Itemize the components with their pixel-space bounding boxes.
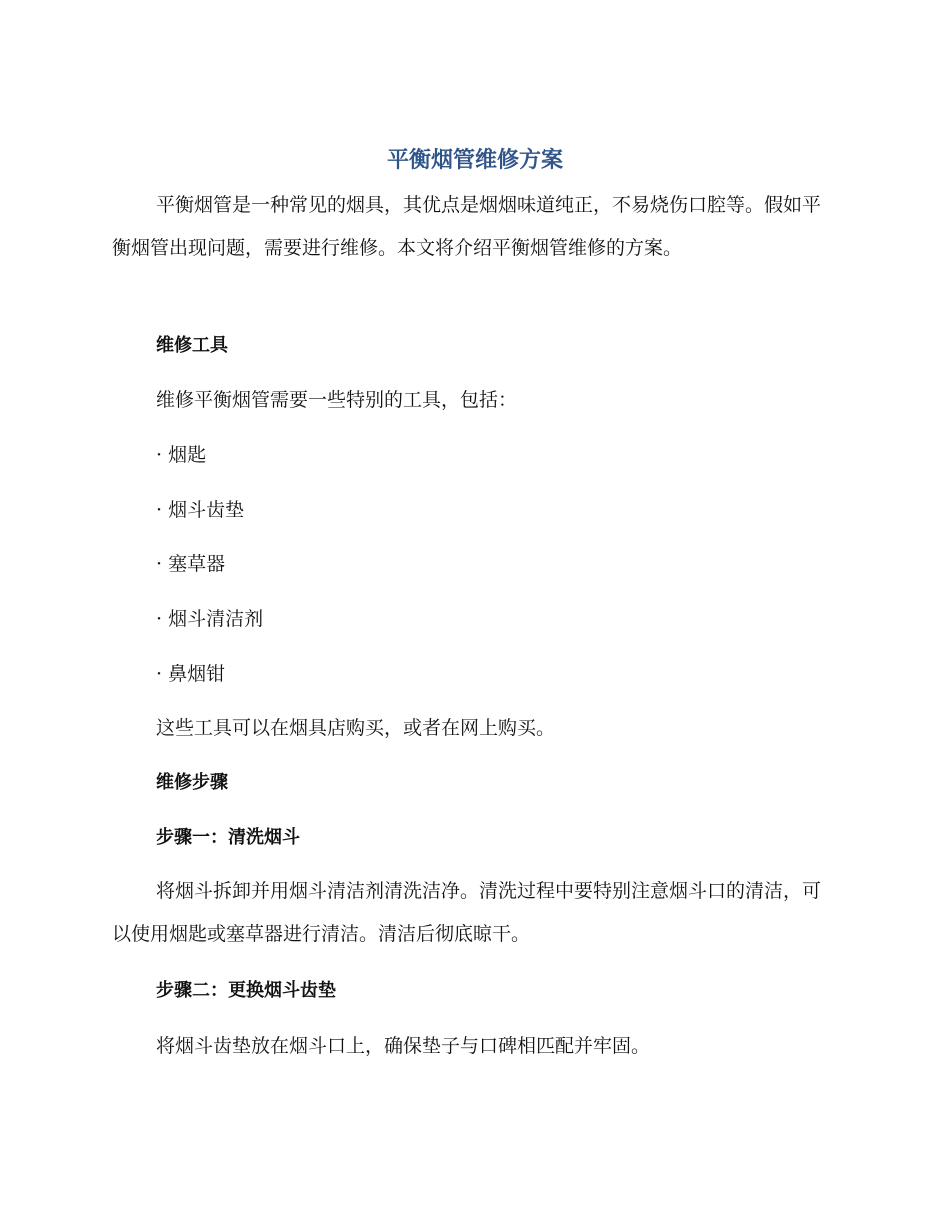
step1-heading: 步骤一：清洗烟斗 (156, 827, 300, 848)
tool-item: · 鼻烟钳 (156, 663, 226, 685)
tools-note: 这些工具可以在烟具店购买，或者在网上购买。 (156, 717, 556, 739)
steps-heading: 维修步骤 (156, 772, 228, 793)
step2-paragraph: 将烟斗齿垫放在烟斗口上，确保垫子与口碑相匹配并牢固。 (156, 1035, 651, 1057)
step1-paragraph: 将烟斗拆卸并用烟斗清洁剂清洗洁净。清洗过程中要特别注意烟斗口的清洁，可以使用烟匙或塞草器进行清洁。清洁后彻底晾干。 (112, 880, 822, 945)
tool-item: · 烟斗齿垫 (156, 499, 245, 521)
tool-item: · 烟斗清洁剂 (156, 608, 264, 630)
document-title: 平衡烟管维修方案 (386, 148, 563, 173)
tools-intro: 维修平衡烟管需要一些特别的工具，包括： (156, 389, 518, 411)
step2-heading: 步骤二：更换烟斗齿垫 (156, 980, 336, 1001)
tools-heading: 维修工具 (156, 335, 228, 356)
tool-item: · 塞草器 (156, 553, 226, 575)
intro-paragraph: 平衡烟管是一种常见的烟具，其优点是烟烟味道纯正，不易烧伤口腔等。假如平衡烟管出现问题，需要进行维修。本文将介绍平衡烟管维修的方案。 (112, 194, 822, 259)
tool-item: · 烟匙 (156, 444, 207, 466)
